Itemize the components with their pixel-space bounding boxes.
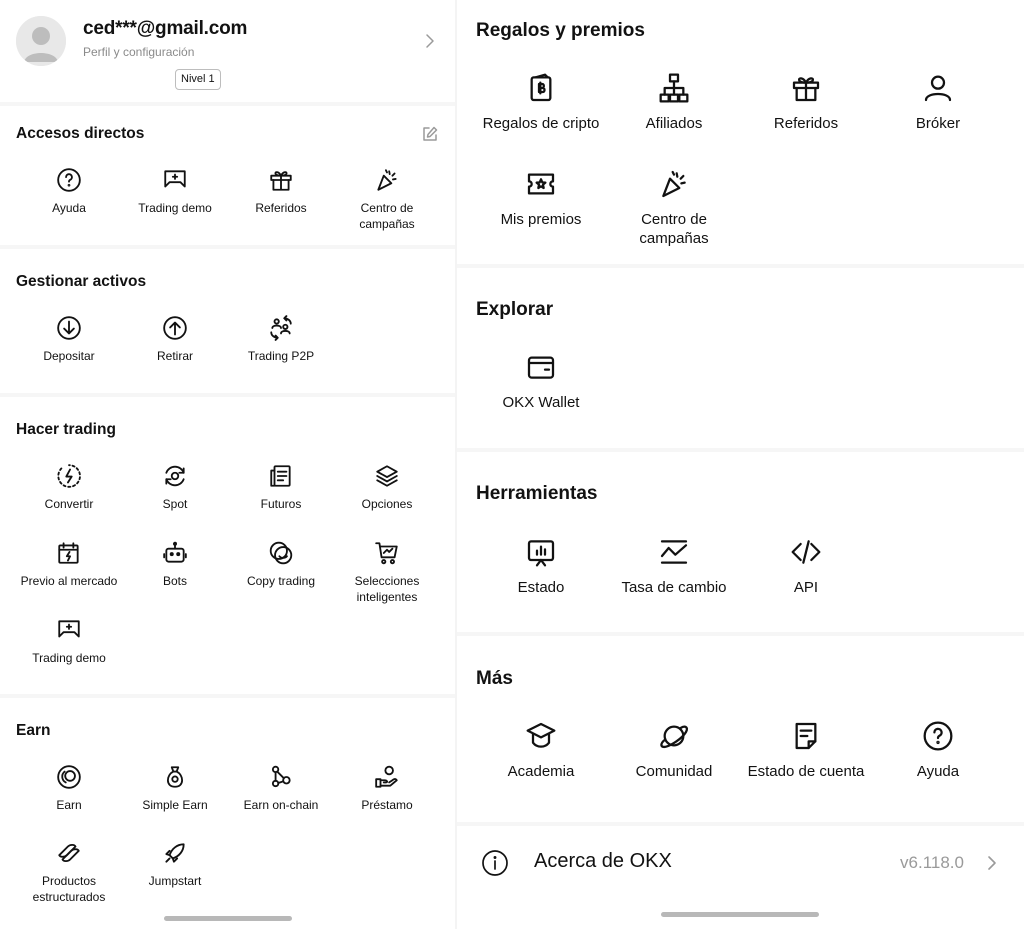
code-icon: [790, 536, 822, 568]
item-label: Referidos: [255, 201, 307, 215]
chevron-right-icon: [986, 854, 998, 872]
affiliate-icon: [658, 72, 690, 104]
item-label: Selecciones inteligentes: [354, 574, 420, 604]
about-label: Acerca de OKX: [534, 850, 672, 872]
status-icon: [525, 536, 557, 568]
item-label: OKX Wallet: [502, 394, 580, 411]
profile-settings-link: Perfil y configuración: [83, 45, 195, 59]
section-divider: [0, 393, 455, 397]
item-label: Préstamo: [361, 798, 413, 812]
asset-withdraw[interactable]: [122, 315, 228, 365]
shortcut-referrals[interactable]: [228, 167, 334, 217]
trade-pre-market[interactable]: [16, 540, 122, 590]
section-divider: [0, 245, 455, 249]
item-label: Retirar: [156, 349, 193, 363]
item-label: Jumpstart: [148, 874, 202, 888]
gifts-referrals[interactable]: [740, 72, 872, 133]
section-title-trading: Hacer trading: [16, 421, 116, 438]
item-label: Productos estructurados: [32, 874, 106, 904]
earn-jumpstart[interactable]: [122, 840, 228, 890]
party-popper-icon: [658, 168, 690, 200]
rocket-icon: [162, 840, 188, 866]
gifts-my-rewards[interactable]: [475, 168, 607, 229]
on-chain-icon: [268, 764, 294, 790]
tools-exchange-rate[interactable]: [608, 536, 740, 597]
shortcut-help[interactable]: [16, 167, 122, 217]
item-label: Referidos: [773, 115, 839, 132]
section-divider: [0, 694, 455, 698]
item-label: Depositar: [43, 349, 95, 363]
earn-earn[interactable]: [16, 764, 122, 814]
item-label: Copy trading: [246, 574, 316, 588]
item-label: Estado: [517, 579, 565, 596]
earn-icon: [56, 764, 82, 790]
earn-simple-earn[interactable]: [122, 764, 228, 814]
section-title-tools: Herramientas: [476, 483, 598, 504]
more-community[interactable]: [608, 720, 740, 781]
gifts-crypto-gifts[interactable]: [475, 72, 607, 133]
item-label: API: [793, 579, 819, 596]
trade-smart-picks[interactable]: [334, 540, 440, 605]
item-label: Comunidad: [635, 763, 713, 780]
item-label: Afiliados: [645, 115, 703, 132]
convert-icon: [56, 463, 82, 489]
pre-market-icon: [56, 540, 82, 566]
futures-icon: [268, 463, 294, 489]
item-label: Earn on-chain: [243, 798, 319, 812]
more-account-statement[interactable]: [740, 720, 872, 781]
gift-icon: [268, 167, 294, 193]
account-email: ced***@gmail.com: [83, 18, 248, 39]
ticket-icon: [525, 168, 557, 200]
asset-deposit[interactable]: [16, 315, 122, 365]
shortcut-campaigns[interactable]: [334, 167, 440, 232]
crypto-gift-icon: [525, 72, 557, 104]
edit-icon[interactable]: [421, 125, 439, 143]
avatar: [16, 16, 66, 66]
trade-bots[interactable]: [122, 540, 228, 590]
planet-icon: [658, 720, 690, 752]
smart-picks-icon: [374, 540, 400, 566]
loan-icon: [374, 764, 400, 790]
section-title-manage-assets: Gestionar activos: [16, 273, 147, 290]
item-label: Spot: [162, 497, 188, 511]
item-label: Centro de campañas: [639, 211, 709, 248]
section-title-shortcuts: Accesos directos: [16, 125, 145, 142]
item-label: Bots: [162, 574, 187, 588]
item-label: Regalos de cripto: [482, 115, 600, 132]
earn-structured-products[interactable]: [16, 840, 122, 905]
profile-header[interactable]: [0, 0, 455, 102]
explore-okx-wallet[interactable]: [475, 351, 607, 412]
party-popper-icon: [374, 167, 400, 193]
gifts-broker[interactable]: [872, 72, 1004, 133]
exchange-rate-icon: [658, 536, 690, 568]
structured-icon: [56, 840, 82, 866]
item-label: Opciones: [361, 497, 413, 511]
app-version: v6.118.0: [900, 853, 964, 872]
item-label: Centro de campañas: [359, 201, 415, 231]
deposit-icon: [56, 315, 82, 341]
withdraw-icon: [162, 315, 188, 341]
item-label: Estado de cuenta: [747, 763, 865, 780]
trade-convert[interactable]: [16, 463, 122, 513]
level-badge: Nivel 1: [175, 69, 221, 90]
more-help[interactable]: [872, 720, 1004, 781]
info-icon: [481, 849, 509, 877]
demo-trading-icon: [162, 167, 188, 193]
home-indicator: [661, 912, 819, 917]
shortcut-demo-trading[interactable]: [122, 167, 228, 217]
demo-trading-icon: [56, 617, 82, 643]
section-title-earn: Earn: [16, 722, 51, 739]
money-bag-icon: [162, 764, 188, 790]
section-title-gifts: Regalos y premios: [476, 20, 645, 41]
item-label: Futuros: [260, 497, 302, 511]
item-label: Bróker: [915, 115, 961, 132]
section-divider: [457, 264, 1024, 268]
item-label: Previo al mercado: [20, 574, 118, 588]
item-label: Convertir: [44, 497, 94, 511]
section-divider: [457, 632, 1024, 636]
trade-demo-trading[interactable]: [16, 617, 122, 667]
wallet-icon: [525, 351, 557, 383]
section-divider: [0, 102, 455, 106]
bot-icon: [162, 540, 188, 566]
about-okx-row[interactable]: [457, 826, 1024, 900]
item-label: Trading P2P: [247, 349, 315, 363]
item-label: Tasa de cambio: [621, 579, 727, 596]
menu-panel-right: [457, 0, 1024, 929]
copy-trading-icon: [268, 540, 294, 566]
earn-on-chain[interactable]: [228, 764, 334, 814]
item-label: Simple Earn: [142, 798, 208, 812]
item-label: Earn: [56, 798, 82, 812]
item-label: Mis premios: [500, 211, 582, 228]
more-academy[interactable]: [475, 720, 607, 781]
section-title-more: Más: [476, 668, 513, 689]
menu-panel-left: [0, 0, 455, 929]
gift-icon: [790, 72, 822, 104]
gifts-campaigns[interactable]: [608, 168, 740, 248]
item-label: Trading demo: [32, 651, 106, 665]
item-label: Ayuda: [916, 763, 960, 780]
tools-status[interactable]: [475, 536, 607, 597]
trade-copy[interactable]: [228, 540, 334, 590]
statement-icon: [790, 720, 822, 752]
trade-options[interactable]: [334, 463, 440, 513]
trade-spot[interactable]: [122, 463, 228, 513]
broker-icon: [922, 72, 954, 104]
spot-icon: [162, 463, 188, 489]
asset-p2p[interactable]: [228, 315, 334, 365]
item-label: Ayuda: [52, 201, 86, 215]
help-icon: [56, 167, 82, 193]
home-indicator: [164, 916, 292, 921]
help-icon: [922, 720, 954, 752]
earn-loan[interactable]: [334, 764, 440, 814]
section-title-explore: Explorar: [476, 299, 554, 320]
chevron-right-icon: [423, 32, 437, 50]
academy-icon: [525, 720, 557, 752]
tools-api[interactable]: [740, 536, 872, 597]
trade-futures[interactable]: [228, 463, 334, 513]
gifts-affiliates[interactable]: [608, 72, 740, 133]
section-divider: [457, 448, 1024, 452]
item-label: Trading demo: [138, 201, 212, 215]
item-label: Academia: [507, 763, 575, 780]
p2p-icon: [268, 315, 294, 341]
options-icon: [374, 463, 400, 489]
